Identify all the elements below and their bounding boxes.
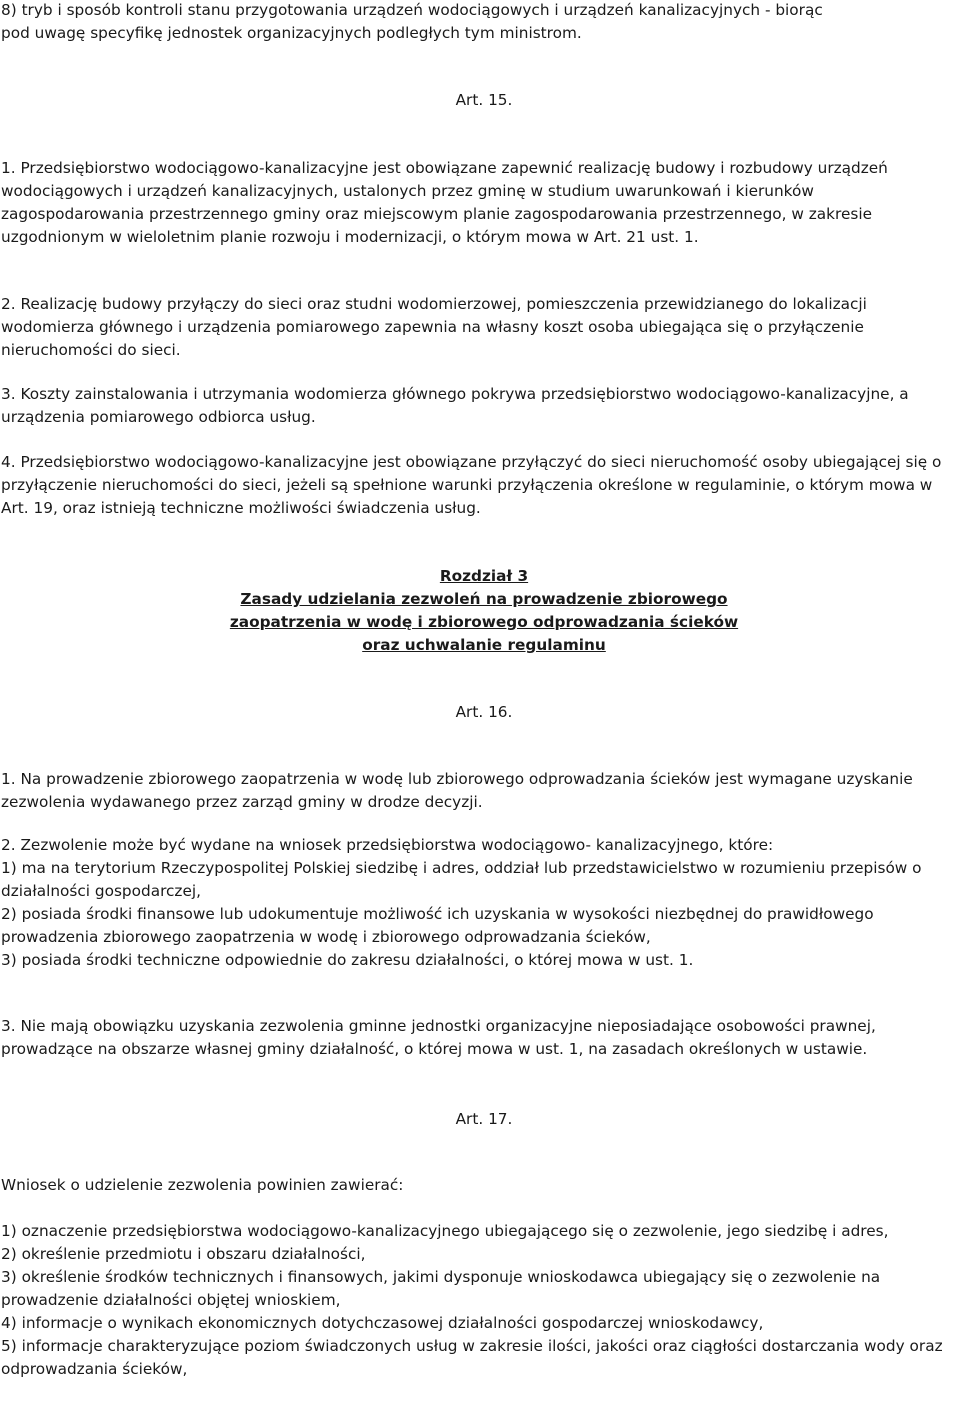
chapter-title-line-1: Zasady udzielania zezwoleń na prowadzenie zbiorowego — [240, 590, 728, 608]
art-16-heading: Art. 16. — [455, 703, 513, 721]
art-17-list-item-3: 3) określenie środków technicznych i finansowych, jakimi dysponuje wnioskodawca ubiegający się o zezwolenie na prowadzenie działalności objętej wnioskiem, — [1, 1268, 881, 1309]
art-16-paragraph-2 — [1, 834, 959, 972]
art-17-list-item-4: 4) informacje o wynikach ekonomicznych dotychczasowej działalności gospodarczej wnioskodawcy, — [1, 1314, 764, 1332]
art-16-paragraph-2-intro: 2. Zezwolenie może być wydane na wniosek przedsiębiorstwa wodociągowo- kanalizacyjnego, które: — [1, 836, 774, 854]
art-15-paragraph-1: 1. Przedsiębiorstwo wodociągowo-kanalizacyjne jest obowiązane zapewnić realizację budowy i rozbudowy urządzeń wodociągowych i urządzeń kanalizacyjnych, ustalonych przez gminę w studium uwarunkowań i kierunków zagospodarowania przestrzennego gminy oraz miejscowym planie zagospodarowania przestrzennego, w zakresie uzgodnionym w wieloletnim planie rozwoju i modernizacji, o którym mowa w Art. 21 ust. 1. — [1, 159, 888, 246]
intro-line-1: 8) tryb i sposób kontroli stanu przygotowania urządzeń wodociągowych i urządzeń kanalizacyjnych - biorąc — [1, 1, 823, 19]
art-15-paragraph-4: 4. Przedsiębiorstwo wodociągowo-kanalizacyjne jest obowiązane przyłączyć do sieci nieruchomość osoby ubiegającej się o przyłączenie nieruchomości do sieci, jeżeli są spełnione warunki przyłączenia określone w regulaminie, o którym mowa w Art. 19, oraz istnieją techniczne możliwości świadczenia usług. — [1, 453, 942, 517]
art-15-paragraph-3: 3. Koszty zainstalowania i utrzymania wodomierza głównego pokrywa przedsiębiorstwo wodociągowo-kanalizacyjne, a urządzenia pomiarowego odbiorca usług. — [1, 385, 909, 426]
art-17-list-item-5: 5) informacje charakteryzujące poziom świadczonych usług w zakresie ilości, jakości oraz ciągłości dostarczania wody oraz odprowadzania ścieków, — [1, 1337, 943, 1378]
art-17-list-item-2: 2) określenie przedmiotu i obszaru działalności, — [1, 1245, 366, 1263]
art-17-list — [1, 1220, 959, 1381]
chapter-title-line-3: oraz uchwalanie regulaminu — [362, 636, 606, 654]
art-16-list-item-2: 2) posiada środki finansowe lub udokumentuje możliwość ich uzyskania w wysokości niezbędnej do prawidłowego prowadzenia zbiorowego zaopatrzenia w wodę i zbiorowego odprowadzania ścieków, — [1, 905, 874, 946]
art-17-heading: Art. 17. — [455, 1110, 513, 1128]
art-16-paragraph-1: 1. Na prowadzenie zbiorowego zaopatrzenia w wodę lub zbiorowego odprowadzania ścieków jest wymagane uzyskanie zezwolenia wydawanego przez zarząd gminy w drodze decyzji. — [1, 770, 913, 811]
art-16-list-item-3: 3) posiada środki techniczne odpowiednie do zakresu działalności, o której mowa w ust. 1. — [1, 951, 694, 969]
chapter-number: Rozdział 3 — [439, 567, 529, 585]
art-17-intro: Wniosek o udzielenie zezwolenia powinien zawierać: — [1, 1176, 404, 1194]
intro-paragraph — [1, 0, 957, 45]
art-15-paragraph-2: 2. Realizację budowy przyłączy do sieci oraz studni wodomierzowej, pomieszczenia przewidzianego do lokalizacji wodomierza głównego i urządzenia pomiarowego zapewnia na własny koszt osoba ubiegająca się o przyłączenie nieruchomości do sieci. — [1, 295, 867, 359]
art-17-list-item-1: 1) oznaczenie przedsiębiorstwa wodociągowo-kanalizacyjnego ubiegającego się o zezwolenie, jego siedzibę i adres, — [1, 1222, 889, 1240]
chapter-heading — [1, 565, 960, 657]
art-16-paragraph-3: 3. Nie mają obowiązku uzyskania zezwolenia gminne jednostki organizacyjne nieposiadające osobowości prawnej, prowadzące na obszarze własnej gminy działalność, o której mowa w ust. 1, na zasadach określonych w ustawie. — [1, 1017, 876, 1058]
chapter-title-line-2: zaopatrzenia w wodę i zbiorowego odprowadzania ścieków — [229, 613, 739, 631]
intro-line-2: pod uwagę specyfikę jednostek organizacyjnych podległych tym ministrom. — [1, 24, 582, 42]
art-15-heading: Art. 15. — [455, 91, 513, 109]
art-16-list-item-1: 1) ma na terytorium Rzeczypospolitej Polskiej siedzibę i adres, oddział lub przedstawicielstwo w rozumieniu przepisów o działalności gospodarczej, — [1, 859, 922, 900]
